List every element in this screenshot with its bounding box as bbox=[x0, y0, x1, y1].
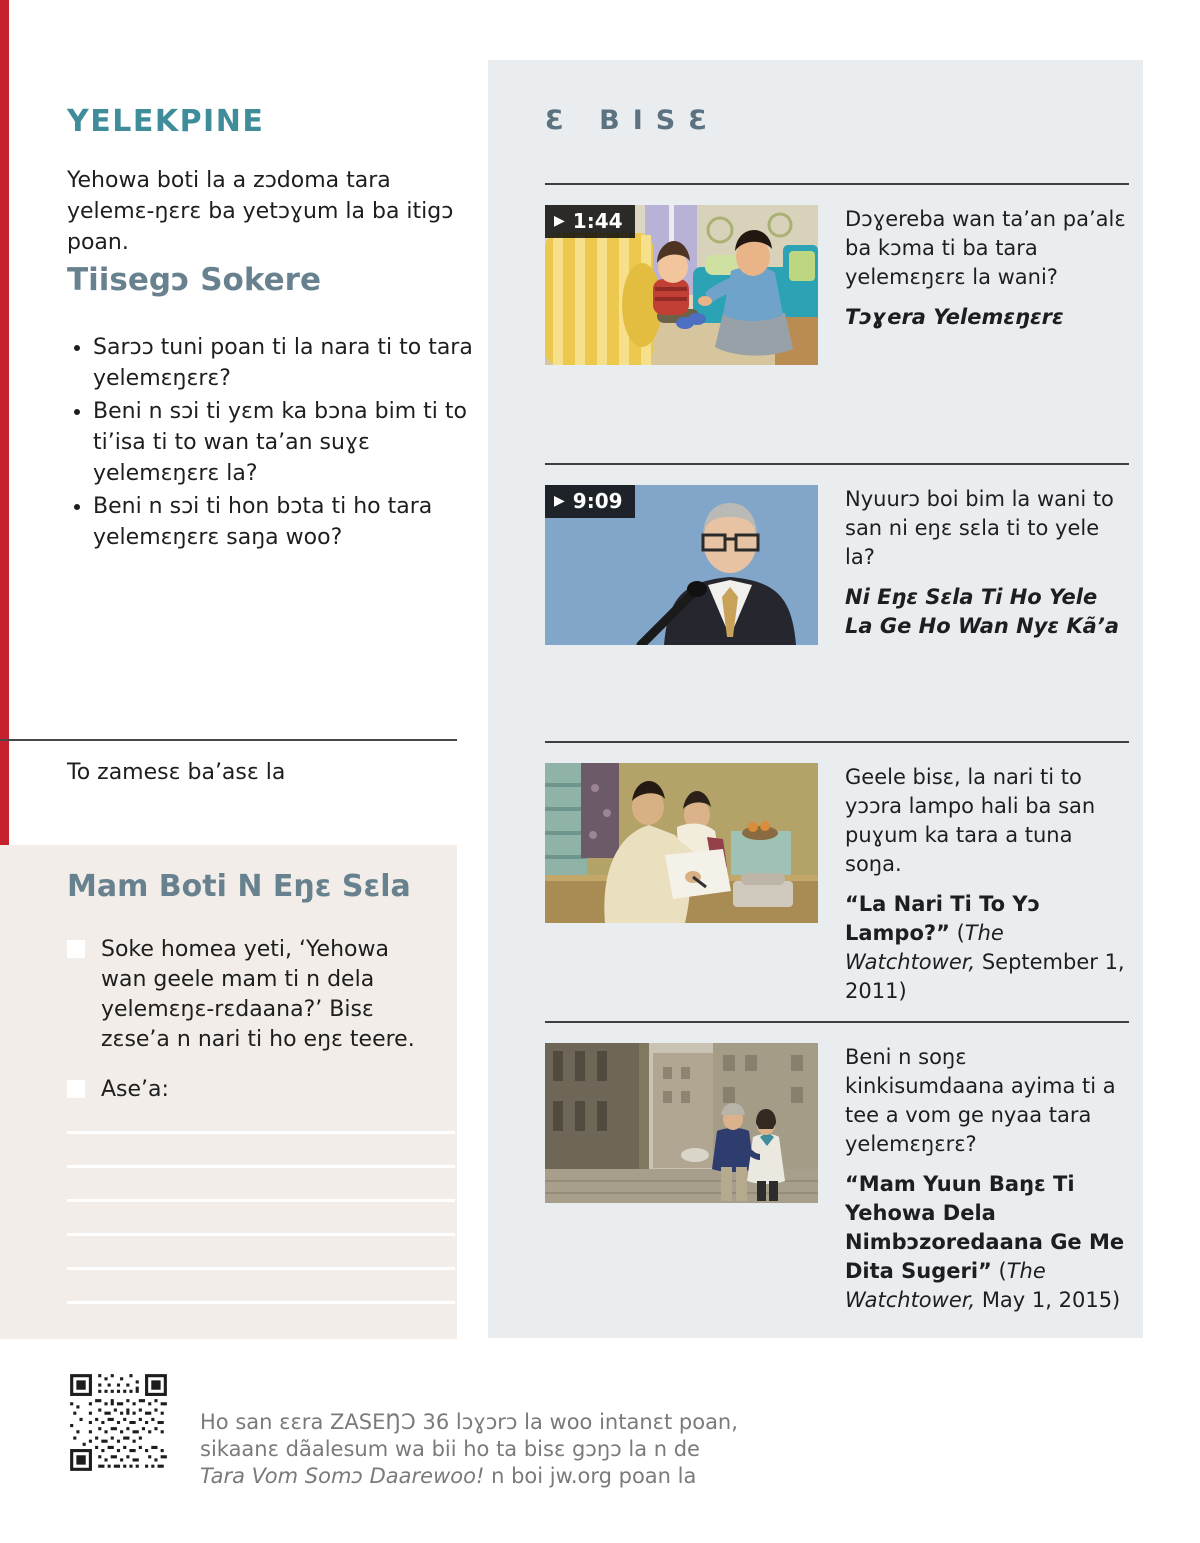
writing-line bbox=[67, 1165, 455, 1168]
watch-panel-title: Ɛ BISƐ bbox=[545, 105, 721, 136]
entry-reference bbox=[845, 303, 1131, 332]
duration-text: 9:09 bbox=[572, 489, 623, 513]
reference-title: Tɔɣera Yelemɛŋɛrɛ bbox=[845, 305, 1064, 329]
review-question-list bbox=[67, 332, 491, 555]
writing-line bbox=[67, 1131, 455, 1134]
publication-title: Tara Vom Somɔ Daarewoo! bbox=[200, 1464, 485, 1488]
media-entry bbox=[545, 763, 1131, 1006]
goal-box bbox=[0, 845, 457, 1339]
media-entry bbox=[545, 485, 1131, 645]
entry-divider bbox=[545, 463, 1129, 465]
entry-text bbox=[845, 763, 1131, 1006]
footer-line: Ho san ɛɛra ZASEŊƆ 36 lɔɣɔrɔ la woo intanɛt poan, bbox=[200, 1410, 738, 1434]
duration-text: 1:44 bbox=[572, 209, 623, 233]
entry-text bbox=[845, 1043, 1131, 1315]
footer-note bbox=[200, 1409, 760, 1490]
entry-text bbox=[845, 205, 1131, 365]
entry-text bbox=[845, 485, 1131, 645]
reference-title: “La Nari Ti To Yɔ Lampo?” bbox=[845, 892, 1041, 945]
media-entry bbox=[545, 1043, 1131, 1315]
footer-line: Tara Vom Somɔ Daarewoo! n boi jw.org poan la bbox=[200, 1464, 697, 1488]
goal-item-text: Soke homea yeti, ‘Yehowa wan geele mam ti n dela yelemɛŋɛ-rɛdaana?’ Bisɛ zɛse’a n nari ti ho eŋɛ teere. bbox=[101, 937, 415, 1052]
entry-reference bbox=[845, 583, 1131, 641]
reference-title: “Mam Yuun Baŋɛ Ti Yehowa Dela Nimbɔzoredaana Ge Me Dita Sugeri” bbox=[845, 1172, 1125, 1283]
writing-line bbox=[67, 1199, 455, 1202]
video-thumbnail-speaker[interactable] bbox=[545, 485, 818, 645]
entry-divider bbox=[545, 1021, 1129, 1023]
watch-panel bbox=[488, 60, 1143, 1338]
video-thumbnail-father-son[interactable] bbox=[545, 205, 818, 365]
entry-question: Geele bisɛ, la nari ti to yɔɔra lampo hali ba san puɣum ka tara a tuna soŋa. bbox=[845, 765, 1096, 876]
reference-title: Ni Eŋɛ Sɛla Ti Ho Yele La Ge Ho Wan Nyɛ Kã’a bbox=[845, 585, 1119, 638]
checkbox[interactable] bbox=[67, 1080, 85, 1098]
goal-item-text: Ase’a: bbox=[101, 1077, 169, 1102]
article-photo-couple-desk bbox=[545, 763, 818, 923]
play-icon: ▶ bbox=[554, 213, 565, 229]
checkbox[interactable] bbox=[67, 940, 85, 958]
couple-at-desk-illustration bbox=[545, 763, 818, 923]
writing-line bbox=[67, 1267, 455, 1270]
duration-badge bbox=[545, 205, 635, 238]
review-section-title: Tiisegɔ Sokere bbox=[67, 262, 321, 298]
goal-box-title: Mam Boti N Eŋɛ Sɛla bbox=[67, 869, 411, 904]
goal-item bbox=[67, 935, 439, 1055]
review-question: • Sarɔɔ tuni poan ti la nara ti to tara yelemɛŋɛrɛ? bbox=[93, 332, 491, 394]
writing-line bbox=[67, 1301, 455, 1304]
apply-note: To zamesɛ ba’asɛ la bbox=[67, 760, 286, 785]
writing-line bbox=[67, 1233, 455, 1236]
duration-badge bbox=[545, 485, 635, 518]
section-divider bbox=[0, 739, 457, 741]
footer-line: sikaanɛ dãalesum wa bii ho ta bisɛ gɔŋɔ la n de bbox=[200, 1437, 700, 1461]
entry-divider bbox=[545, 183, 1129, 185]
goal-item bbox=[67, 1075, 439, 1105]
writing-lines bbox=[67, 1131, 455, 1335]
review-question: • Beni n sɔi ti hon bɔta ti ho tara yelemɛŋɛrɛ saŋa woo? bbox=[93, 491, 491, 553]
play-icon: ▶ bbox=[554, 493, 565, 509]
entry-divider bbox=[545, 741, 1129, 743]
qr-code bbox=[67, 1371, 170, 1474]
entry-question: Nyuurɔ boi bim la wani to san ni eŋɛ sɛla ti to yele la? bbox=[845, 487, 1114, 569]
red-edge-stripe bbox=[0, 0, 9, 845]
entry-question: Beni n soŋɛ kinkisumdaana ayima ti a tee a vom ge nyaa tara yelemɛŋɛrɛ? bbox=[845, 1045, 1116, 1156]
intro-paragraph: Yehowa boti la a zɔdoma tara yelemɛ-ŋɛrɛ ba yetɔɣum la ba itigɔ poan. bbox=[67, 168, 454, 255]
entry-reference: “Mam Yuun Baŋɛ Ti Yehowa Dela Nimbɔzoredaana Ge Me Dita Sugeri” (The Watchtower, May 1, 2015) bbox=[845, 1172, 1125, 1312]
page-title: YELEKPINE bbox=[67, 104, 265, 139]
media-entry bbox=[545, 205, 1131, 365]
review-question: • Beni n sɔi ti yɛm ka bɔna bim ti to ti’isa ti to wan ta’an suɣɛ yelemɛŋɛrɛ la? bbox=[93, 396, 491, 489]
entry-question: Dɔɣereba wan ta’an pa’alɛ ba kɔma ti ba tara yelemɛŋɛrɛ la wani? bbox=[845, 207, 1126, 289]
entry-reference: “La Nari Ti To Yɔ Lampo?” (The Watchtower, September 1, 2011) bbox=[845, 892, 1125, 1003]
couple-walking-illustration bbox=[545, 1043, 818, 1203]
article-photo-couple-street bbox=[545, 1043, 818, 1203]
